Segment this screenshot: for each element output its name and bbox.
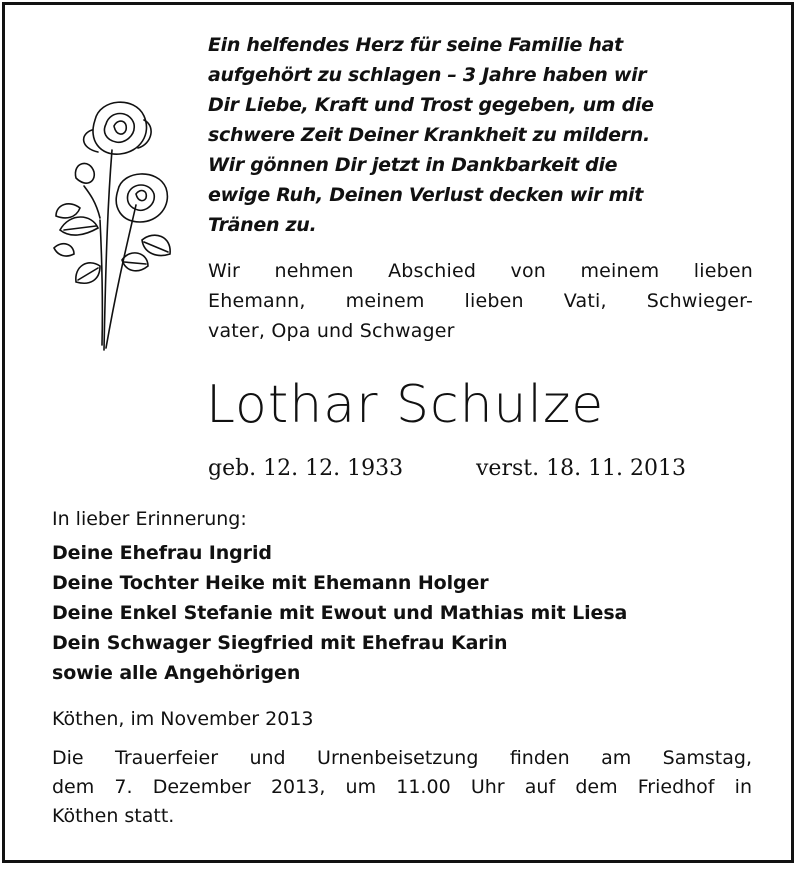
mourner-line: Deine Enkel Stefanie mit Ewout und Mathias mit Liesa bbox=[52, 602, 628, 624]
service-line: dem 7. Dezember 2013, um 11.00 Uhr auf dem Friedhof in bbox=[52, 776, 752, 798]
birth-date: geb. 12. 12. 1933 bbox=[208, 456, 404, 481]
poem-line: schwere Zeit Deiner Krankheit zu mildern. bbox=[208, 124, 650, 146]
service-line: Die Trauerfeier und Urnenbeisetzung finden am Samstag, bbox=[52, 747, 752, 769]
poem-line: Tränen zu. bbox=[208, 214, 317, 236]
farewell-intro bbox=[208, 256, 753, 346]
service-notice bbox=[52, 744, 752, 831]
poem-line: Dir Liebe, Kraft und Trost gegeben, um die bbox=[208, 94, 654, 116]
service-line: Köthen statt. bbox=[52, 805, 175, 827]
mourners-list bbox=[52, 538, 627, 688]
mourner-line: sowie alle Angehörigen bbox=[52, 662, 301, 684]
death-date: verst. 18. 11. 2013 bbox=[476, 456, 687, 481]
mourner-line: Dein Schwager Siegfried mit Ehefrau Karin bbox=[52, 632, 508, 654]
poem-line: Wir gönnen Dir jetzt in Dankbarkeit die bbox=[208, 154, 618, 176]
place-date: Köthen, im November 2013 bbox=[52, 708, 314, 730]
intro-line: vater, Opa und Schwager bbox=[208, 320, 455, 342]
rose-icon bbox=[40, 90, 180, 360]
poem-line: ewige Ruh, Deinen Verlust decken wir mit bbox=[208, 184, 644, 206]
mourner-line: Deine Tochter Heike mit Ehemann Holger bbox=[52, 572, 489, 594]
poem-line: Ein helfendes Herz für seine Familie hat bbox=[208, 34, 623, 56]
poem-line: aufgehört zu schlagen – 3 Jahre haben wir bbox=[208, 64, 647, 86]
intro-line: Wir nehmen Abschied von meinem lieben bbox=[208, 260, 753, 282]
memorial-poem bbox=[208, 30, 768, 240]
memory-label: In lieber Erinnerung: bbox=[52, 508, 247, 530]
deceased-name: Lothar Schulze bbox=[206, 375, 605, 435]
intro-line: Ehemann, meinem lieben Vati, Schwieger- bbox=[208, 290, 753, 312]
mourner-line: Deine Ehefrau Ingrid bbox=[52, 542, 272, 564]
